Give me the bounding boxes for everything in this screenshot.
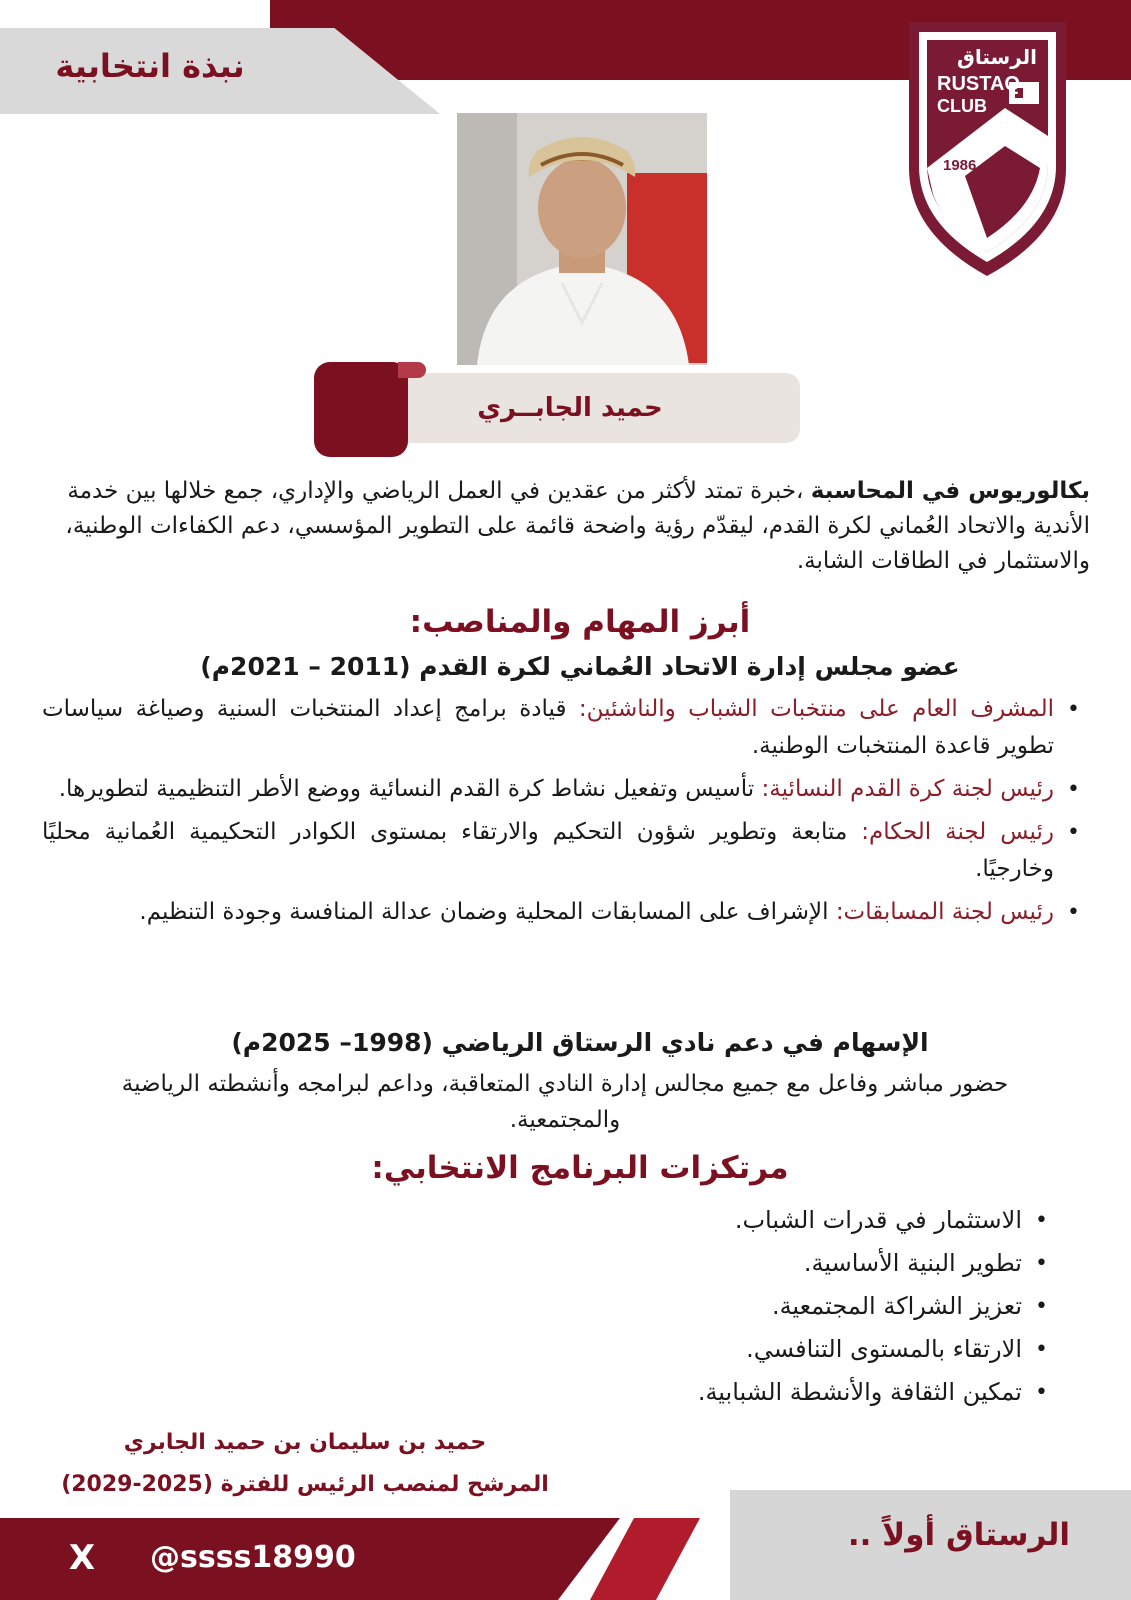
roles-list [42, 691, 1084, 931]
club-heading: الإسهام في دعم نادي الرستاق الرياضي (1998– 2025م) [231, 1028, 929, 1057]
list-item: • الارتقاء بالمستوى التنافسي. [560, 1328, 1052, 1371]
roles-subheading: عضو مجلس إدارة الاتحاد العُماني لكرة القدم (2011 – 2021م) [200, 652, 960, 681]
club-logo [905, 18, 1070, 280]
logo-rustaq: RUSTAQ [937, 73, 1020, 95]
list-item [42, 894, 1084, 931]
candidate-name: حميد الجابــري [477, 393, 663, 423]
list-item: • تطوير البنية الأساسية. [560, 1242, 1052, 1285]
intro-paragraph [40, 474, 1090, 579]
name-banner-accent [314, 362, 408, 457]
role-title: رئيس لجنة الحكام: [861, 819, 1055, 845]
list-item: • تعزيز الشراكة المجتمعية. [560, 1285, 1052, 1328]
list-item: • تمكين الثقافة والأنشطة الشبابية. [560, 1371, 1052, 1414]
role-description: متابعة وتطوير شؤون التحكيم والارتقاء بمستوى الكوادر التحكيمية العُمانية محليًا وخارجيًا. [42, 819, 1054, 882]
club-paragraph: حضور مباشر وفاعل مع جميع مجالس إدارة النادي المتعاقبة، وداعم لبرامجه وأنشطته الرياضية والمجتمعية. [121, 1071, 1009, 1133]
role-description: تأسيس وتفعيل نشاط كرة القدم النسائية ووضع الأطر التنظيمية لتطويرها. [58, 776, 762, 802]
candidate-photo [457, 113, 707, 365]
role-title: رئيس لجنة كرة القدم النسائية: [761, 776, 1054, 802]
x-logo-icon[interactable]: X [68, 1538, 96, 1578]
role-title: رئيس لجنة المسابقات: [835, 899, 1054, 925]
signature-position: المرشح لمنصب الرئيس للفترة (2025-2029) [61, 1472, 549, 1497]
role-title: المشرف العام على منتخبات الشباب والناشئين: [578, 696, 1054, 722]
logo-year: 1986 [943, 157, 977, 174]
list-item [42, 771, 1084, 808]
program-heading: مرتكزات البرنامج الانتخابي: [371, 1150, 789, 1186]
intro-text: ،خبرة تمتد لأكثر من عقدين في العمل الرياضي والإداري، جمع خلالها بين خدمة الأندية والاتحاد العُماني لكرة القدم، ليقدّم رؤية واضحة قائمة على التطوير المؤسسي، دعم الكفاءات الوطنية، والاستثمار في الطاقات الشابة. [65, 478, 1090, 574]
social-handle[interactable]: @ssss18990 [150, 1540, 356, 1575]
page-title: نبذة انتخابية [55, 47, 245, 85]
list-item: • الاستثمار في قدرات الشباب. [560, 1199, 1052, 1242]
logo-arabic-name: الرستاق [956, 45, 1038, 69]
roles-heading: أبرز المهام والمناصب: [409, 604, 751, 640]
program-list [560, 1199, 1052, 1414]
intro-degree: بكالوريوس في المحاسبة [810, 478, 1090, 504]
name-banner-tail [398, 362, 426, 378]
logo-club: CLUB [937, 96, 987, 116]
signature-name: حميد بن سليمان بن حميد الجابري [123, 1430, 487, 1455]
footer-slogan: الرستاق أولاً .. [847, 1517, 1070, 1553]
list-item [42, 814, 1084, 888]
role-description: الإشراف على المسابقات المحلية وضمان عدالة المنافسة وجودة التنظيم. [139, 899, 836, 925]
list-item [42, 691, 1084, 765]
role-description: قيادة برامج إعداد المنتخبات السنية وصياغة سياسات تطوير قاعدة المنتخبات الوطنية. [42, 696, 1054, 759]
